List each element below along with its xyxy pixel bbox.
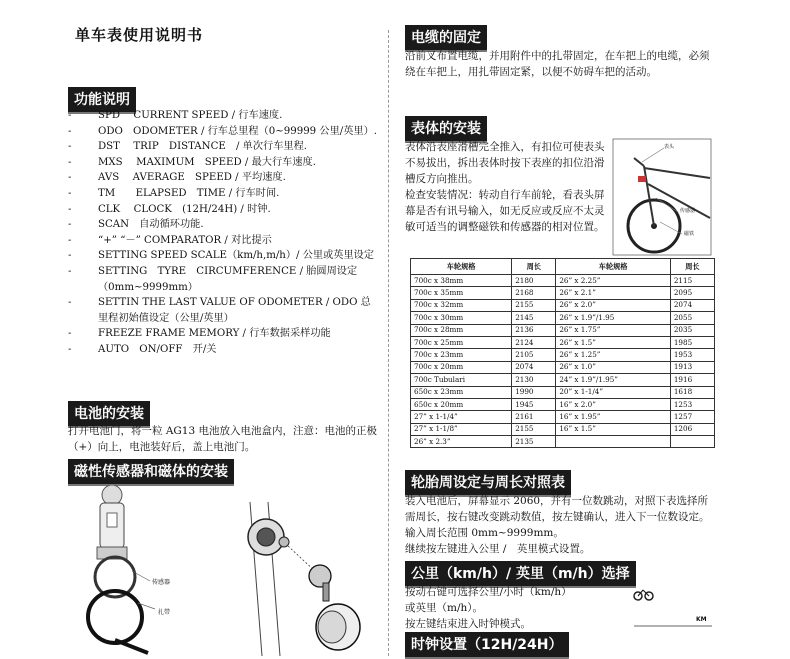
table-cell: 2155 xyxy=(512,423,556,435)
battery-heading: 电池的安装 xyxy=(68,401,150,428)
function-item xyxy=(68,186,378,202)
function-item xyxy=(68,326,378,342)
clock-heading: 时钟设置（12H/24H） xyxy=(405,632,569,659)
function-item xyxy=(68,233,378,249)
mount-text: 表体沿表座滑槽完全推入，有扣位可使表头不易拔出，拆出表体时按下表座的扣位沿滑槽反方向推出。 检查安装情况：转动自行车前轮，看表头屏幕是否有讯号输入，如无反应或反应不太灵敏可适当的调整磁铁和传感器的相对位置。 xyxy=(405,141,605,233)
function-item-text: AUTO ON/OFF 开/关 xyxy=(98,343,217,355)
table-cell: 1206 xyxy=(670,423,714,435)
bicycle-illustration xyxy=(612,138,712,256)
table-cell xyxy=(556,436,671,448)
tire-heading: 轮胎周设定与周长对照表 xyxy=(405,470,571,497)
table-cell: 26” x 2.25” xyxy=(556,275,671,287)
table-cell: 700c x 35mm xyxy=(411,287,512,299)
table-row xyxy=(411,312,715,324)
table-cell: 16” x 1.5” xyxy=(556,423,671,435)
function-item xyxy=(68,124,378,140)
table-row xyxy=(411,361,715,373)
bullet-dash: - xyxy=(68,141,72,153)
function-item xyxy=(68,295,378,326)
table-cell: 650c x 23mm xyxy=(411,386,512,398)
table-cell: 27” x 1-1/4” xyxy=(411,411,512,423)
units-heading: 公里（km/h）/ 英里（m/h）选择 xyxy=(405,561,636,588)
table-cell: 2136 xyxy=(512,324,556,336)
function-item-text: DST TRIP DISTANCE / 单次行车里程. xyxy=(98,141,308,153)
mount-heading: 表体的安装 xyxy=(405,116,487,143)
table-cell: 650c x 20mm xyxy=(411,398,512,410)
table-row xyxy=(411,287,715,299)
table-cell: 700c x 28mm xyxy=(411,324,512,336)
table-row xyxy=(411,336,715,348)
function-item xyxy=(68,170,378,186)
column-divider xyxy=(388,30,389,656)
sensor-illustration xyxy=(70,485,190,656)
sensor-heading: 磁性传感器和磁体的安装 xyxy=(68,459,234,486)
table-cell: 1913 xyxy=(670,361,714,373)
table-row xyxy=(411,324,715,336)
function-item-text: TM ELAPSED TIME / 行车时间. xyxy=(98,187,280,199)
table-cell: 700c x 25mm xyxy=(411,336,512,348)
magnet-illustration xyxy=(228,502,378,656)
table-cell: 2035 xyxy=(670,324,714,336)
table-cell: 2115 xyxy=(670,275,714,287)
units-text xyxy=(405,584,630,632)
bullet-dash: - xyxy=(68,265,72,277)
table-cell: 26” x 2.3” xyxy=(411,436,512,448)
function-item-text: SETTING TYRE CIRCUMFERENCE / 胎圆周设定（0mm~9999mm） xyxy=(98,265,358,293)
function-item-text: ODO ODOMETER / 行车总里程（0~99999 公里/英里）. xyxy=(98,125,378,137)
table-cell: 1916 xyxy=(670,374,714,386)
function-item xyxy=(68,155,378,171)
table-cell: 1253 xyxy=(670,398,714,410)
table-cell: 1618 xyxy=(670,386,714,398)
tire-text: 装入电池后，屏幕显示 2060，并有一位数跳动，对照下表选择所需周长，按右键改变跳动数值，按左键确认，进入下一位数设定。输入周长范围 0mm~9999mm。 继续按左键进入公里 / 英里模式设置。 xyxy=(405,495,710,555)
table-row xyxy=(411,411,715,423)
function-item-text: MXS MAXIMUM SPEED / 最大行车速度. xyxy=(98,156,316,168)
bullet-dash: - xyxy=(68,172,72,184)
wheel-circumference-table xyxy=(410,258,715,448)
units-line: 按左键结束进入时钟模式。 xyxy=(405,618,531,630)
table-row xyxy=(411,436,715,448)
functions-list xyxy=(68,108,378,358)
table-cell: 700c x 30mm xyxy=(411,312,512,324)
table-cell: 24” x 1.9”/1.95” xyxy=(556,374,671,386)
table-cell: 2180 xyxy=(512,275,556,287)
document-title: 单车表使用说明书 xyxy=(75,26,204,44)
table-cell: 2135 xyxy=(512,436,556,448)
function-item-text: CLK CLOCK (12H/24H) / 时钟. xyxy=(98,203,271,215)
table-header-cell: 周长 xyxy=(670,259,714,275)
table-header-row xyxy=(411,259,715,275)
bullet-dash: - xyxy=(68,343,72,355)
table-cell: 2074 xyxy=(512,361,556,373)
table-row xyxy=(411,299,715,311)
table-cell: 700c x 38mm xyxy=(411,275,512,287)
table-cell: 700c Tubulari xyxy=(411,374,512,386)
table-cell: 2095 xyxy=(670,287,714,299)
functions-heading: 功能说明 xyxy=(68,87,136,114)
table-row xyxy=(411,423,715,435)
table-row xyxy=(411,386,715,398)
table-cell: 700c x 32mm xyxy=(411,299,512,311)
table-cell: 700c x 20mm xyxy=(411,361,512,373)
table-cell: 2124 xyxy=(512,336,556,348)
fig-sensor-label: 传感器 xyxy=(680,208,696,214)
table-cell xyxy=(670,436,714,448)
table-cell: 2074 xyxy=(670,299,714,311)
function-item xyxy=(68,139,378,155)
bullet-dash: - xyxy=(68,187,72,199)
table-cell: 1945 xyxy=(512,398,556,410)
bullet-dash: - xyxy=(68,328,72,340)
units-line: 或英里（m/h）。 xyxy=(405,602,484,614)
function-item-text: SETTING SPEED SCALE（km/h,m/h）/ 公里或英里设定 xyxy=(98,250,375,262)
table-cell: 2155 xyxy=(512,299,556,311)
table-cell: 1257 xyxy=(670,411,714,423)
display-unit: KM xyxy=(696,616,707,623)
table-cell: 700c x 23mm xyxy=(411,349,512,361)
table-header-cell: 周长 xyxy=(512,259,556,275)
bullet-dash: - xyxy=(68,219,72,231)
table-cell: 27” x 1-1/8” xyxy=(411,423,512,435)
function-item-text: SETTIN THE LAST VALUE OF ODOMETER / ODO 总里程初始值设定（公里/英里） xyxy=(98,297,371,324)
fig-head-label: 表头 xyxy=(664,144,675,150)
cable-heading: 电缆的固定 xyxy=(405,25,487,52)
table-cell: 26” x 2.1” xyxy=(556,287,671,299)
function-item xyxy=(68,202,378,218)
table-cell: 2130 xyxy=(512,374,556,386)
sensor-label: 传感器 xyxy=(152,579,171,586)
table-row xyxy=(411,398,715,410)
table-cell: 2105 xyxy=(512,349,556,361)
bullet-dash: - xyxy=(68,156,72,168)
function-item xyxy=(68,342,378,358)
tie-label: 扎带 xyxy=(158,609,171,616)
bullet-dash: - xyxy=(68,297,72,309)
cable-text: 沿前叉布置电缆，并用附件中的扎带固定，在车把上的电缆，必须绕在车把上，用扎带固定紧，以便不妨碍车把的活动。 xyxy=(405,50,710,78)
table-cell: 2055 xyxy=(670,312,714,324)
table-cell: 26” x 1.9”/1.95 xyxy=(556,312,671,324)
table-cell: 1953 xyxy=(670,349,714,361)
table-header-cell: 车轮规格 xyxy=(556,259,671,275)
function-item-text: FREEZE FRAME MEMORY / 行车数据采样功能 xyxy=(98,328,331,340)
function-item xyxy=(68,217,378,233)
function-item xyxy=(68,108,378,124)
battery-text: 打开电池门，将一粒 AG13 电池放入电池盒内，注意：电池的正极（+）向上，电池装好后，盖上电池门。 xyxy=(68,425,378,453)
table-cell: 26” x 2.0” xyxy=(556,299,671,311)
bullet-dash: - xyxy=(68,234,72,246)
bullet-dash: - xyxy=(68,250,72,262)
bullet-dash: - xyxy=(68,125,72,137)
table-row xyxy=(411,374,715,386)
table-header-cell: 车轮规格 xyxy=(411,259,512,275)
function-item-text: AVS AVERAGE SPEED / 平均速度. xyxy=(98,172,286,184)
table-cell: 20” x 1-1/4” xyxy=(556,386,671,398)
bullet-dash: - xyxy=(68,203,72,215)
function-item-text: SCAN 自动循环功能. xyxy=(98,219,204,231)
function-item-text: “+” “－” COMPARATOR / 对比提示 xyxy=(98,234,272,246)
table-cell: 1990 xyxy=(512,386,556,398)
units-line: 按动右键可选择公里/小时（km/h） xyxy=(405,586,572,598)
function-item xyxy=(68,248,378,264)
bullet-dash: - xyxy=(68,110,72,121)
function-item xyxy=(68,264,378,295)
function-item-text: SPD CURRENT SPEED / 行车速度. xyxy=(98,110,283,121)
table-cell: 26” x 1.75” xyxy=(556,324,671,336)
table-row xyxy=(411,349,715,361)
table-cell: 2145 xyxy=(512,312,556,324)
table-cell: 26” x 1.25” xyxy=(556,349,671,361)
table-cell: 2161 xyxy=(512,411,556,423)
table-cell: 26” x 1.5” xyxy=(556,336,671,348)
table-row xyxy=(411,275,715,287)
table-cell: 2168 xyxy=(512,287,556,299)
table-cell: 16” x 1.95” xyxy=(556,411,671,423)
fig-magnet-label: 磁铁 xyxy=(684,231,695,237)
table-cell: 26” x 1.0” xyxy=(556,361,671,373)
table-cell: 16” x 2.0” xyxy=(556,398,671,410)
table-cell: 1985 xyxy=(670,336,714,348)
